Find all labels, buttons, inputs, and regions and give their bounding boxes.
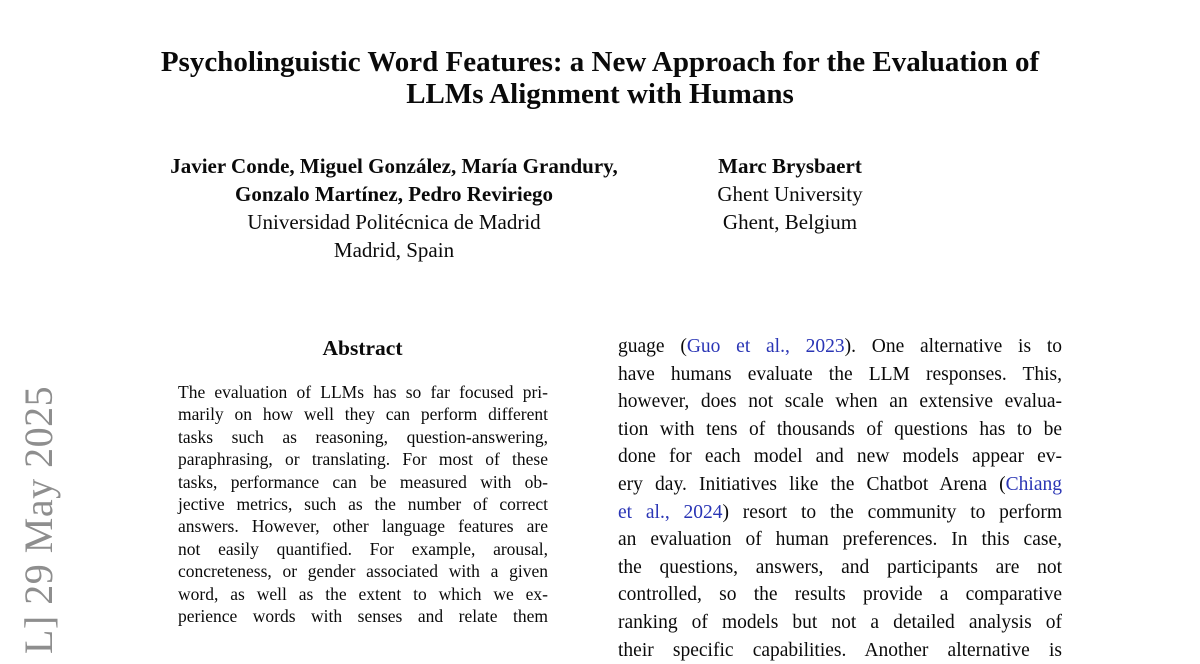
introduction-text-column: [618, 333, 1062, 664]
text-segment: The evaluation of LLMs has so far focused pri-: [178, 382, 548, 402]
text-segment: controlled, so the results provide a comparative: [618, 584, 1062, 606]
body-line: [618, 609, 1062, 637]
text-segment: not easily quantified. For example, arousal,: [178, 538, 548, 559]
text-segment: tion with tens of thousands of questions has to be: [618, 418, 1062, 440]
abstract-line: [178, 426, 548, 448]
text-segment: done for each model and new models appear ev-: [618, 446, 1062, 468]
text-segment: ) resort to the community to perform: [722, 501, 1062, 523]
body-line: [618, 499, 1062, 527]
text-segment: their specific capabilities. Another alternative is: [618, 639, 1062, 661]
body-line: [618, 333, 1062, 361]
paper-title-line-1: Psycholinguistic Word Features: a New Approach for the Evaluation of: [160, 46, 1040, 78]
body-line: [618, 361, 1062, 389]
text-segment: ranking of models but not a detailed analysis of: [618, 611, 1062, 633]
body-line: [618, 443, 1062, 471]
paper-title: [0, 46, 1200, 110]
author-block-madrid: [144, 152, 644, 264]
abstract-text: [178, 381, 548, 627]
author-names-line-2: Gonzalo Martínez, Pedro Reviriego: [234, 182, 554, 206]
text-segment: marily on how well they can perform different: [178, 404, 548, 425]
text-segment: answers. However, other language features are: [178, 516, 548, 537]
text-segment: guage (: [618, 336, 687, 357]
abstract-line: [178, 471, 548, 493]
abstract-heading: Abstract: [322, 336, 403, 360]
text-segment: ). One alternative is to: [844, 336, 1062, 357]
body-line: [618, 471, 1062, 499]
abstract-line: [178, 381, 548, 403]
text-segment: an evaluation of human preferences. In this case,: [618, 529, 1062, 551]
text-segment: however, does not scale when an extensive evalua-: [618, 391, 1062, 413]
author-names-line-1: Javier Conde, Miguel González, María Grandury,: [170, 154, 618, 178]
abstract-line: [178, 560, 548, 582]
text-segment: tasks such as reasoning, question-answering,: [178, 426, 548, 447]
arxiv-stamp[interactable]: L] 29 May 2025: [16, 385, 61, 654]
text-segment: ery day. Initiatives like the Chatbot Arena (: [618, 473, 1006, 495]
text-segment: jective metrics, such as the number of correct: [178, 494, 548, 515]
text-segment: paraphrasing, or translating. For most of these: [178, 449, 548, 470]
body-line: [618, 526, 1062, 554]
abstract-line: [178, 448, 548, 470]
text-segment: concreteness, or gender associated with a given: [178, 561, 548, 582]
text-segment: the questions, answers, and participants are not: [618, 556, 1062, 578]
text-segment: perience words with senses and relate them: [178, 606, 548, 627]
paper-title-line-2: LLMs Alignment with Humans: [406, 78, 794, 110]
text-segment: have humans evaluate the LLM responses. This,: [618, 363, 1062, 385]
author-name: Marc Brysbaert: [718, 154, 862, 178]
abstract-line: [178, 403, 548, 425]
abstract-line: [178, 493, 548, 515]
citation-link[interactable]: Guo et al., 2023: [686, 336, 845, 357]
abstract-line: [178, 605, 548, 627]
abstract-line: [178, 515, 548, 537]
text-segment: word, as well as the extent to which we ex-: [178, 583, 548, 604]
body-line: [618, 554, 1062, 582]
body-line: [618, 581, 1062, 609]
author-affiliation: Universidad Politécnica de Madrid: [247, 210, 541, 234]
body-line: [618, 388, 1062, 416]
body-line: [618, 416, 1062, 444]
author-location: Madrid, Spain: [333, 238, 455, 262]
abstract-line: [178, 538, 548, 560]
author-block-ghent: [690, 152, 890, 236]
text-segment: tasks, performance can be measured with ob-: [178, 471, 548, 492]
body-line: [618, 637, 1062, 664]
abstract-line: [178, 583, 548, 605]
citation-link[interactable]: et al., 2024: [618, 501, 723, 523]
author-location: Ghent, Belgium: [722, 210, 858, 234]
citation-link[interactable]: Chiang: [1005, 473, 1062, 495]
author-affiliation: Ghent University: [717, 182, 863, 206]
